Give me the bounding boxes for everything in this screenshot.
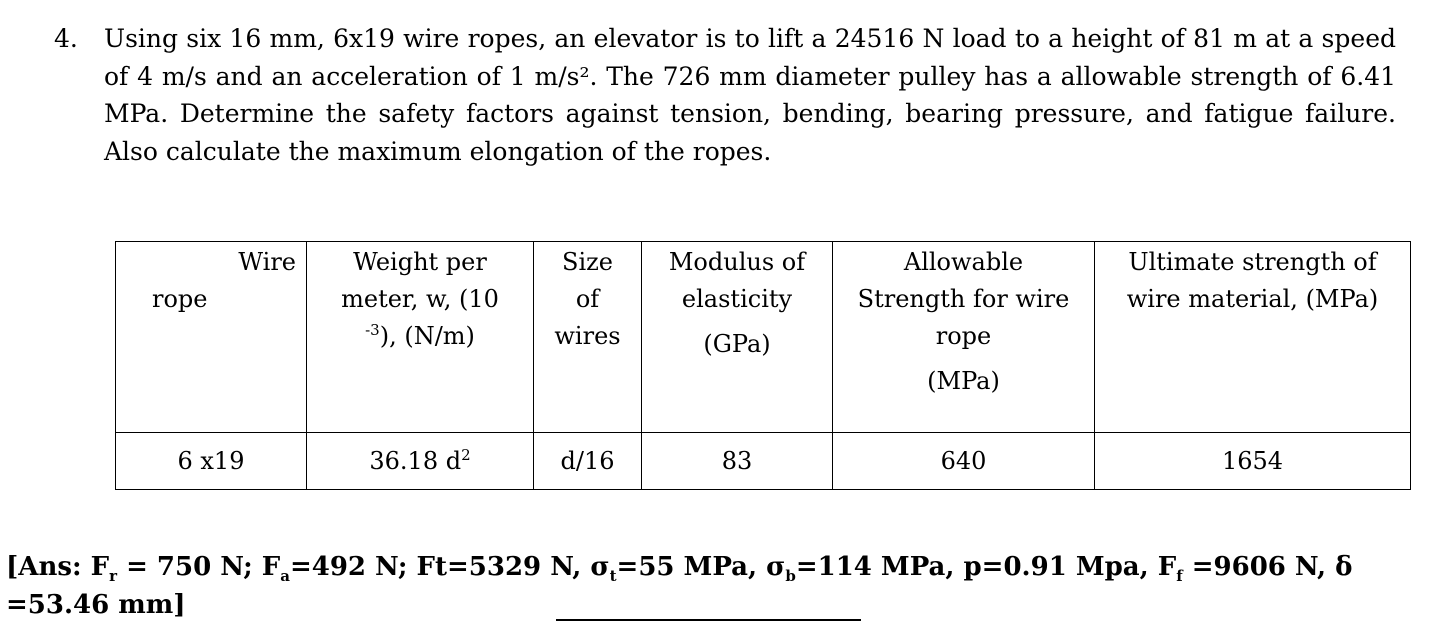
problem-number: 4. [54, 24, 78, 53]
header-modulus-line2: elasticity [681, 285, 793, 313]
header-modulus-of-elasticity [642, 242, 833, 433]
answer-fr-sub: r [109, 567, 118, 586]
header-ultimate-line2: wire material, (MPa) [1126, 285, 1379, 313]
answer-sigma-t-value: =55 MPa, σ [616, 552, 786, 582]
header-ultimate-line1: Ultimate strength of [1128, 248, 1377, 276]
answer-sigma-b-sub: b [785, 567, 796, 586]
cell-size-of-wires: d/16 [534, 433, 642, 490]
header-weight-line3: ), (N/m) [379, 322, 475, 350]
header-weight-exponent: -3 [365, 321, 380, 339]
header-allowable-line3: rope [935, 322, 992, 350]
header-size-line3: wires [554, 322, 621, 350]
header-wire-rope [116, 242, 307, 433]
answer-line [6, 548, 1426, 624]
header-allowable-strength [833, 242, 1095, 433]
header-weight-line1: Weight per [353, 248, 487, 276]
header-weight-line2: meter, w, (10 [341, 285, 499, 313]
cell-wire-rope: 6 x19 [116, 433, 307, 490]
header-allowable-line2: Strength for wire [857, 285, 1070, 313]
header-weight-per-meter [307, 242, 534, 433]
answer-ff-value: =9606 N, δ =53.46 mm] [6, 552, 1353, 620]
header-modulus-line3: (GPa) [703, 330, 771, 358]
cell-weight-base: 36.18 d [369, 446, 462, 475]
table-header-row [116, 242, 1411, 433]
header-size-line2: of [575, 285, 600, 313]
cell-allowable-strength: 640 [833, 433, 1095, 490]
header-wire-rope-line2: rope [152, 285, 208, 313]
answer-fr-value: = 750 N; F [117, 552, 281, 582]
problem-text [104, 20, 1396, 170]
answer-sigma-b-value: =114 MPa, p=0.91 Mpa, F [795, 552, 1177, 582]
table-row [116, 433, 1411, 490]
answer-sigma-t-sub: t [609, 567, 617, 586]
wire-rope-properties-table [115, 241, 1411, 490]
header-allowable-line1: Allowable [903, 248, 1024, 276]
header-ultimate-strength [1095, 242, 1411, 433]
answer-prefix: [Ans: F [6, 552, 110, 582]
answer-ff-sub: f [1176, 567, 1183, 586]
cell-ultimate-strength: 1654 [1095, 433, 1411, 490]
answer-fa-sub: a [280, 567, 290, 586]
cell-weight-per-meter [307, 433, 534, 490]
cell-modulus: 83 [642, 433, 833, 490]
header-size-of-wires [534, 242, 642, 433]
header-modulus-line1: Modulus of [668, 248, 806, 276]
problem-text-content: Using six 16 mm, 6x19 wire ropes, an elevator is to lift a 24516 N load to a height of 81 m at a speed of 4 m/s and an acceleration of 1 m/s². The 726 mm diameter pulley has a allowable strength of 6.41 MPa. Determine the safety factors against tension, bending, bearing pressure, and fatigue failure. Also calculate the maximum elongation of the ropes. [104, 24, 1396, 166]
cell-weight-exponent: 2 [461, 445, 471, 464]
bottom-divider [556, 619, 861, 621]
header-wire-rope-line1: Wire [238, 248, 296, 276]
answer-fa-value: =492 N; Ft=5329 N, σ [289, 552, 610, 582]
header-size-line1: Size [562, 248, 613, 276]
header-allowable-line4: (MPa) [927, 367, 1000, 395]
